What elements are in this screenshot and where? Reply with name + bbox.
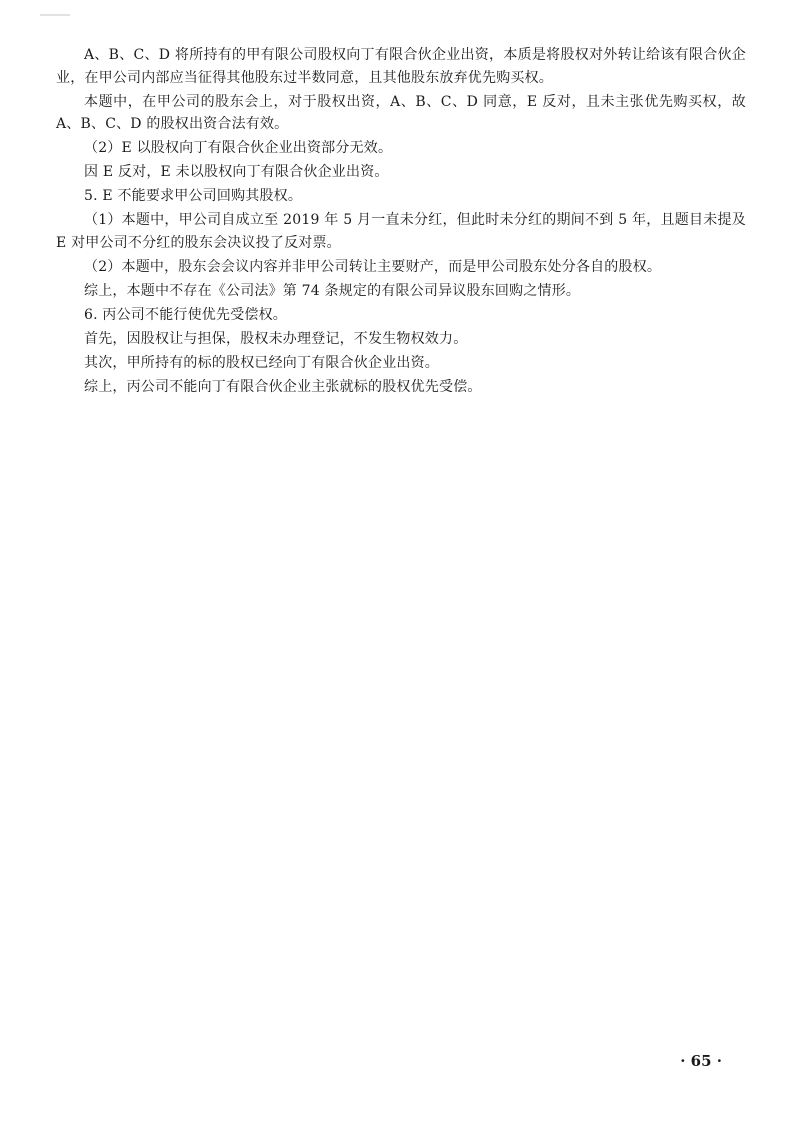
paragraph: A、B、C、D 将所持有的甲有限公司股权向丁有限合伙企业出资，本质是将股权对外转让给该有限合伙企业，在甲公司内部应当征得其他股东过半数同意，且其他股东放弃优先购买权。 [56, 47, 746, 86]
paragraph: 因 E 反对，E 未以股权向丁有限合伙企业出资。 [84, 164, 389, 180]
paragraph: 综上，本题中不存在《公司法》第 74 条规定的有限公司异议股东回购之情形。 [84, 282, 581, 299]
paragraph: 其次，甲所持有的标的股权已经向丁有限合伙企业出资。 [84, 354, 439, 371]
page-number: · 65 · [680, 1052, 722, 1070]
section-heading: 6. 丙公司不能行使优先受偿权。 [84, 306, 288, 323]
scan-artifact [40, 14, 70, 16]
paragraph: （1）本题中，甲公司自成立至 2019 年 5 月一直未分红，但此时未分红的期间不到 5 年，且题目未提及 E 对甲公司不分红的股东会决议投了反对票。 [56, 212, 746, 251]
section-heading: 5. E 不能要求甲公司回购其股权。 [84, 188, 303, 204]
paragraph: 综上，丙公司不能向丁有限合伙企业主张就标的股权优先受偿。 [84, 378, 482, 395]
paragraph: 本题中，在甲公司的股东会上，对于股权出资，A、B、C、D 同意，E 反对，且未主张优先购买权，故 A、B、C、D 的股权出资合法有效。 [56, 93, 746, 132]
paragraph: 首先，因股权让与担保，股权未办理登记，不发生物权效力。 [84, 330, 468, 347]
paragraph: （2）本题中，股东会会议内容并非甲公司转让主要财产，而是甲公司股东处分各自的股权。 [84, 258, 662, 275]
paragraph: （2）E 以股权向丁有限合伙企业出资部分无效。 [84, 140, 393, 156]
page-body [56, 44, 746, 400]
